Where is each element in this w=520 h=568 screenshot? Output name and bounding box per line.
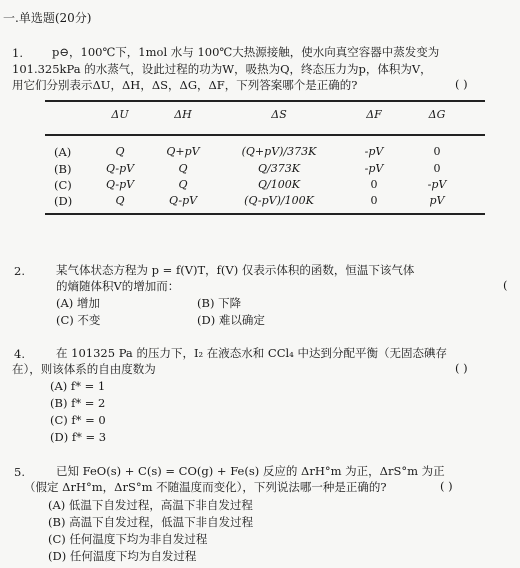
table-cell: -pV <box>364 162 384 175</box>
table-cell: Q <box>115 145 125 158</box>
question-1-number: 1. <box>12 46 23 60</box>
question-4-number: 4. <box>14 347 25 361</box>
question-4-option-d: (D) f* = 3 <box>50 430 107 444</box>
table-cell: Q+pV <box>166 145 200 158</box>
table-cell: 0 <box>370 178 378 191</box>
table-cell: (Q+pV)/373K <box>241 145 317 158</box>
question-4-option-b: (B) f* = 2 <box>50 396 106 410</box>
table-cell: pV <box>429 194 445 207</box>
question-1-line-1: p⊖，100℃下，1mol 水与 100℃大热源接触，使水向真空容器中蒸发变为 <box>52 45 440 59</box>
table-cell: Q/373K <box>258 162 300 175</box>
table-cell: 0 <box>370 194 378 207</box>
table-top-rule <box>45 100 485 102</box>
question-4-line-2: 在），则该体系的自由度数为 <box>12 362 156 376</box>
table-cell: 0 <box>433 162 441 175</box>
table-cell: Q/100K <box>258 178 300 191</box>
question-5-option-b: (B) 高温下自发过程，低温下非自发过程 <box>48 515 254 529</box>
table-cell: Q <box>115 194 125 207</box>
question-2-number: 2. <box>14 264 25 278</box>
table-cell: -pV <box>427 178 447 191</box>
table-header-du: ΔU <box>111 108 129 121</box>
question-2-line-1: 某气体状态方程为 p = f(V)T，f(V) 仅表示体积的函数，恒温下该气体 <box>56 263 415 277</box>
table-header-rule <box>45 134 485 136</box>
question-1-line-2: 101.325kPa 的水蒸气，设此过程的功为W，吸热为Q，终态压力为p，体积为V， <box>12 62 432 76</box>
question-5-option-a: (A) 低温下自发过程，高温下非自发过程 <box>48 498 253 512</box>
question-2-line-2: 的熵随体积V的增加而： <box>56 279 180 293</box>
question-5-line-1: 已知 FeO(s) + C(s) = CO(g) + Fe(s) 反应的 ΔrH°m 为正，ΔrS°m 为正 <box>56 464 445 478</box>
question-4-answer-paren: ( ) <box>455 361 468 375</box>
table-cell: Q <box>178 162 188 175</box>
section-title: 一.单选题(20分) <box>3 11 92 25</box>
table-cell: -pV <box>364 145 384 158</box>
table-cell: Q <box>178 178 188 191</box>
question-4-option-c: (C) f* = 0 <box>50 413 106 427</box>
table-row-label: (C) <box>54 178 72 192</box>
question-2-option-a: (A) 增加 <box>56 296 100 310</box>
question-5-option-c: (C) 任何温度下均为非自发过程 <box>48 532 208 546</box>
table-cell: Q-pV <box>168 194 198 207</box>
table-row-label: (B) <box>54 162 72 176</box>
table-cell: Q-pV <box>105 162 135 175</box>
table-cell: 0 <box>433 145 441 158</box>
question-5-line-2: （假定 ΔrH°m，ΔrS°m 不随温度而变化），下列说法哪一种是正确的? <box>24 480 387 494</box>
table-cell: Q-pV <box>105 178 135 191</box>
table-header-dh: ΔH <box>174 108 192 121</box>
question-5-option-d: (D) 任何温度下均为自发过程 <box>48 549 197 563</box>
question-2-option-b: (B) 下降 <box>197 296 242 310</box>
table-header-dg: ΔG <box>428 108 446 121</box>
question-2-answer-paren: ( <box>503 278 508 292</box>
question-5-number: 5. <box>14 465 25 479</box>
question-5-answer-paren: ( ) <box>440 479 453 493</box>
question-4-option-a: (A) f* = 1 <box>50 379 106 393</box>
question-2-option-d: (D) 难以确定 <box>197 313 265 327</box>
question-1-answer-paren: ( ) <box>455 77 468 91</box>
table-row-label: (A) <box>54 145 72 159</box>
question-4-line-1: 在 101325 Pa 的压力下，I₂ 在液态水和 CCl₄ 中达到分配平衡（无固态碘存 <box>56 346 447 360</box>
table-row-label: (D) <box>54 194 73 208</box>
table-cell: (Q-pV)/100K <box>244 194 314 207</box>
table-header-df: ΔF <box>366 108 382 121</box>
question-1-line-3: 用它们分别表示ΔU，ΔH，ΔS，ΔG，ΔF，下列答案哪个是正确的? <box>12 78 358 92</box>
question-2-option-c: (C) 不变 <box>56 313 101 327</box>
table-header-ds: ΔS <box>271 108 287 121</box>
table-bottom-rule <box>45 213 485 215</box>
